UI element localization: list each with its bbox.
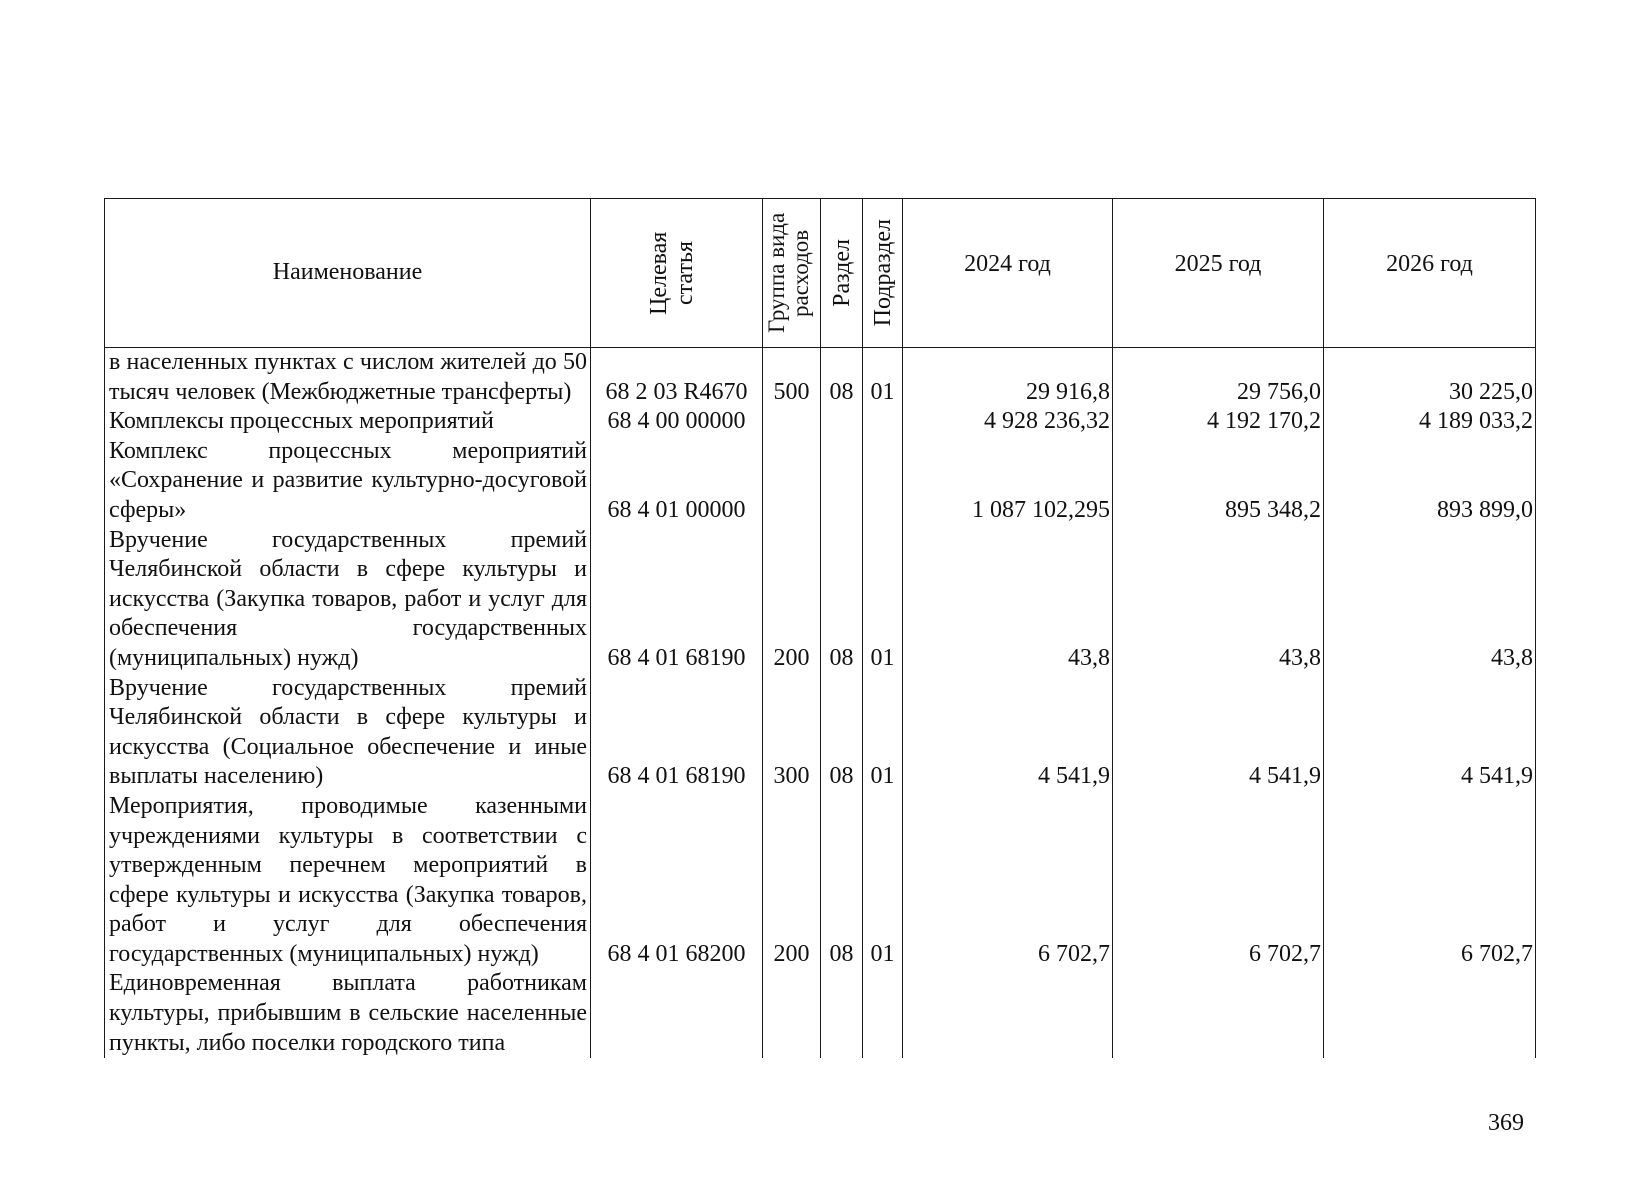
cell-name: Вручение государственных премий Челябинской области в сфере культуры и искусства (Социальное обеспечение и иные выплаты населению) bbox=[105, 674, 591, 792]
cell-target: 68 2 03 R4670 bbox=[591, 348, 763, 408]
cell-2024: 4 541,9 bbox=[903, 674, 1113, 792]
cell-section: 08 bbox=[821, 674, 863, 792]
cell-expense-group: 300 bbox=[763, 674, 821, 792]
cell-2024 bbox=[903, 969, 1113, 1058]
header-row bbox=[105, 199, 1536, 348]
cell-target: 68 4 01 68200 bbox=[591, 792, 763, 970]
cell-section: 08 bbox=[821, 792, 863, 970]
cell-name: Комплексы процессных мероприятий bbox=[105, 407, 591, 437]
header-expense-group-label: Группа вида расходов bbox=[763, 212, 813, 334]
cell-section bbox=[821, 407, 863, 437]
page-number: 369 bbox=[1488, 1110, 1524, 1136]
cell-subsection: 01 bbox=[863, 526, 903, 674]
header-section-label: Раздел bbox=[828, 239, 855, 307]
cell-2025: 29 756,0 bbox=[1113, 348, 1324, 408]
cell-expense-group: 500 bbox=[763, 348, 821, 408]
cell-name: Единовременная выплата работникам культуры, прибывшим в сельские населенные пункты, либо поселки городского типа bbox=[105, 969, 591, 1058]
cell-2025: 4 541,9 bbox=[1113, 674, 1324, 792]
table-row bbox=[105, 674, 1536, 792]
cell-name: в населенных пунктах с числом жителей до 50 тысяч человек (Межбюджетные трансферты) bbox=[105, 348, 591, 408]
cell-section bbox=[821, 969, 863, 1058]
cell-2026: 30 225,0 bbox=[1324, 348, 1536, 408]
cell-target: 68 4 01 68190 bbox=[591, 674, 763, 792]
header-2026 bbox=[1324, 199, 1536, 348]
cell-2026 bbox=[1324, 969, 1536, 1058]
cell-target: 68 4 01 68190 bbox=[591, 526, 763, 674]
cell-subsection: 01 bbox=[863, 348, 903, 408]
table-row bbox=[105, 348, 1536, 408]
cell-2024: 1 087 102,295 bbox=[903, 437, 1113, 526]
cell-2026: 6 702,7 bbox=[1324, 792, 1536, 970]
cell-2024: 6 702,7 bbox=[903, 792, 1113, 970]
cell-subsection: 01 bbox=[863, 792, 903, 970]
cell-subsection bbox=[863, 969, 903, 1058]
cell-expense-group bbox=[763, 407, 821, 437]
cell-subsection bbox=[863, 407, 903, 437]
header-2024-label: 2024 год bbox=[964, 251, 1051, 278]
table-row bbox=[105, 792, 1536, 970]
header-name bbox=[105, 199, 591, 348]
cell-2025: 4 192 170,2 bbox=[1113, 407, 1324, 437]
table-row bbox=[105, 526, 1536, 674]
cell-subsection: 01 bbox=[863, 674, 903, 792]
cell-2026: 43,8 bbox=[1324, 526, 1536, 674]
cell-2025: 6 702,7 bbox=[1113, 792, 1324, 970]
cell-target bbox=[591, 969, 763, 1058]
cell-2026: 4 541,9 bbox=[1324, 674, 1536, 792]
cell-section: 08 bbox=[821, 526, 863, 674]
cell-2026: 4 189 033,2 bbox=[1324, 407, 1536, 437]
header-2025-label: 2025 год bbox=[1174, 251, 1262, 278]
cell-2025: 895 348,2 bbox=[1113, 437, 1324, 526]
table-row bbox=[105, 969, 1536, 1058]
cell-section: 08 bbox=[821, 348, 863, 408]
header-target bbox=[591, 199, 763, 348]
cell-target: 68 4 00 00000 bbox=[591, 407, 763, 437]
header-2025 bbox=[1113, 199, 1324, 348]
header-target-label: Целевая статья bbox=[645, 231, 698, 315]
cell-2024: 4 928 236,32 bbox=[903, 407, 1113, 437]
cell-2025 bbox=[1113, 969, 1324, 1058]
cell-target: 68 4 01 00000 bbox=[591, 437, 763, 526]
header-section bbox=[821, 199, 863, 348]
cell-section bbox=[821, 437, 863, 526]
cell-2024: 29 916,8 bbox=[903, 348, 1113, 408]
cell-expense-group: 200 bbox=[763, 526, 821, 674]
cell-2025: 43,8 bbox=[1113, 526, 1324, 674]
cell-expense-group bbox=[763, 969, 821, 1058]
cell-expense-group: 200 bbox=[763, 792, 821, 970]
table-row bbox=[105, 437, 1536, 526]
cell-subsection bbox=[863, 437, 903, 526]
cell-2026: 893 899,0 bbox=[1324, 437, 1536, 526]
table-row bbox=[105, 407, 1536, 437]
header-name-label: Наименование bbox=[272, 259, 423, 286]
cell-name: Комплекс процессных мероприятий «Сохранение и развитие культурно-досуговой сферы» bbox=[105, 437, 591, 526]
header-2024 bbox=[903, 199, 1113, 348]
header-expense-group bbox=[763, 199, 821, 348]
cell-name: Мероприятия, проводимые казенными учреждениями культуры в соответствии с утвержденным перечнем мероприятий в сфере культуры и искусства (Закупка товаров, работ и услуг для обеспечения государственных (муниципальных) нужд) bbox=[105, 792, 591, 970]
cell-2024: 43,8 bbox=[903, 526, 1113, 674]
header-subsection-label: Подраздел bbox=[869, 219, 896, 327]
cell-expense-group bbox=[763, 437, 821, 526]
header-subsection bbox=[863, 199, 903, 348]
budget-table bbox=[104, 198, 1536, 1058]
cell-name: Вручение государственных премий Челябинской области в сфере культуры и искусства (Закупка товаров, работ и услуг для обеспечения государственных (муниципальных) нужд) bbox=[105, 526, 591, 674]
header-2026-label: 2026 год bbox=[1386, 251, 1473, 278]
